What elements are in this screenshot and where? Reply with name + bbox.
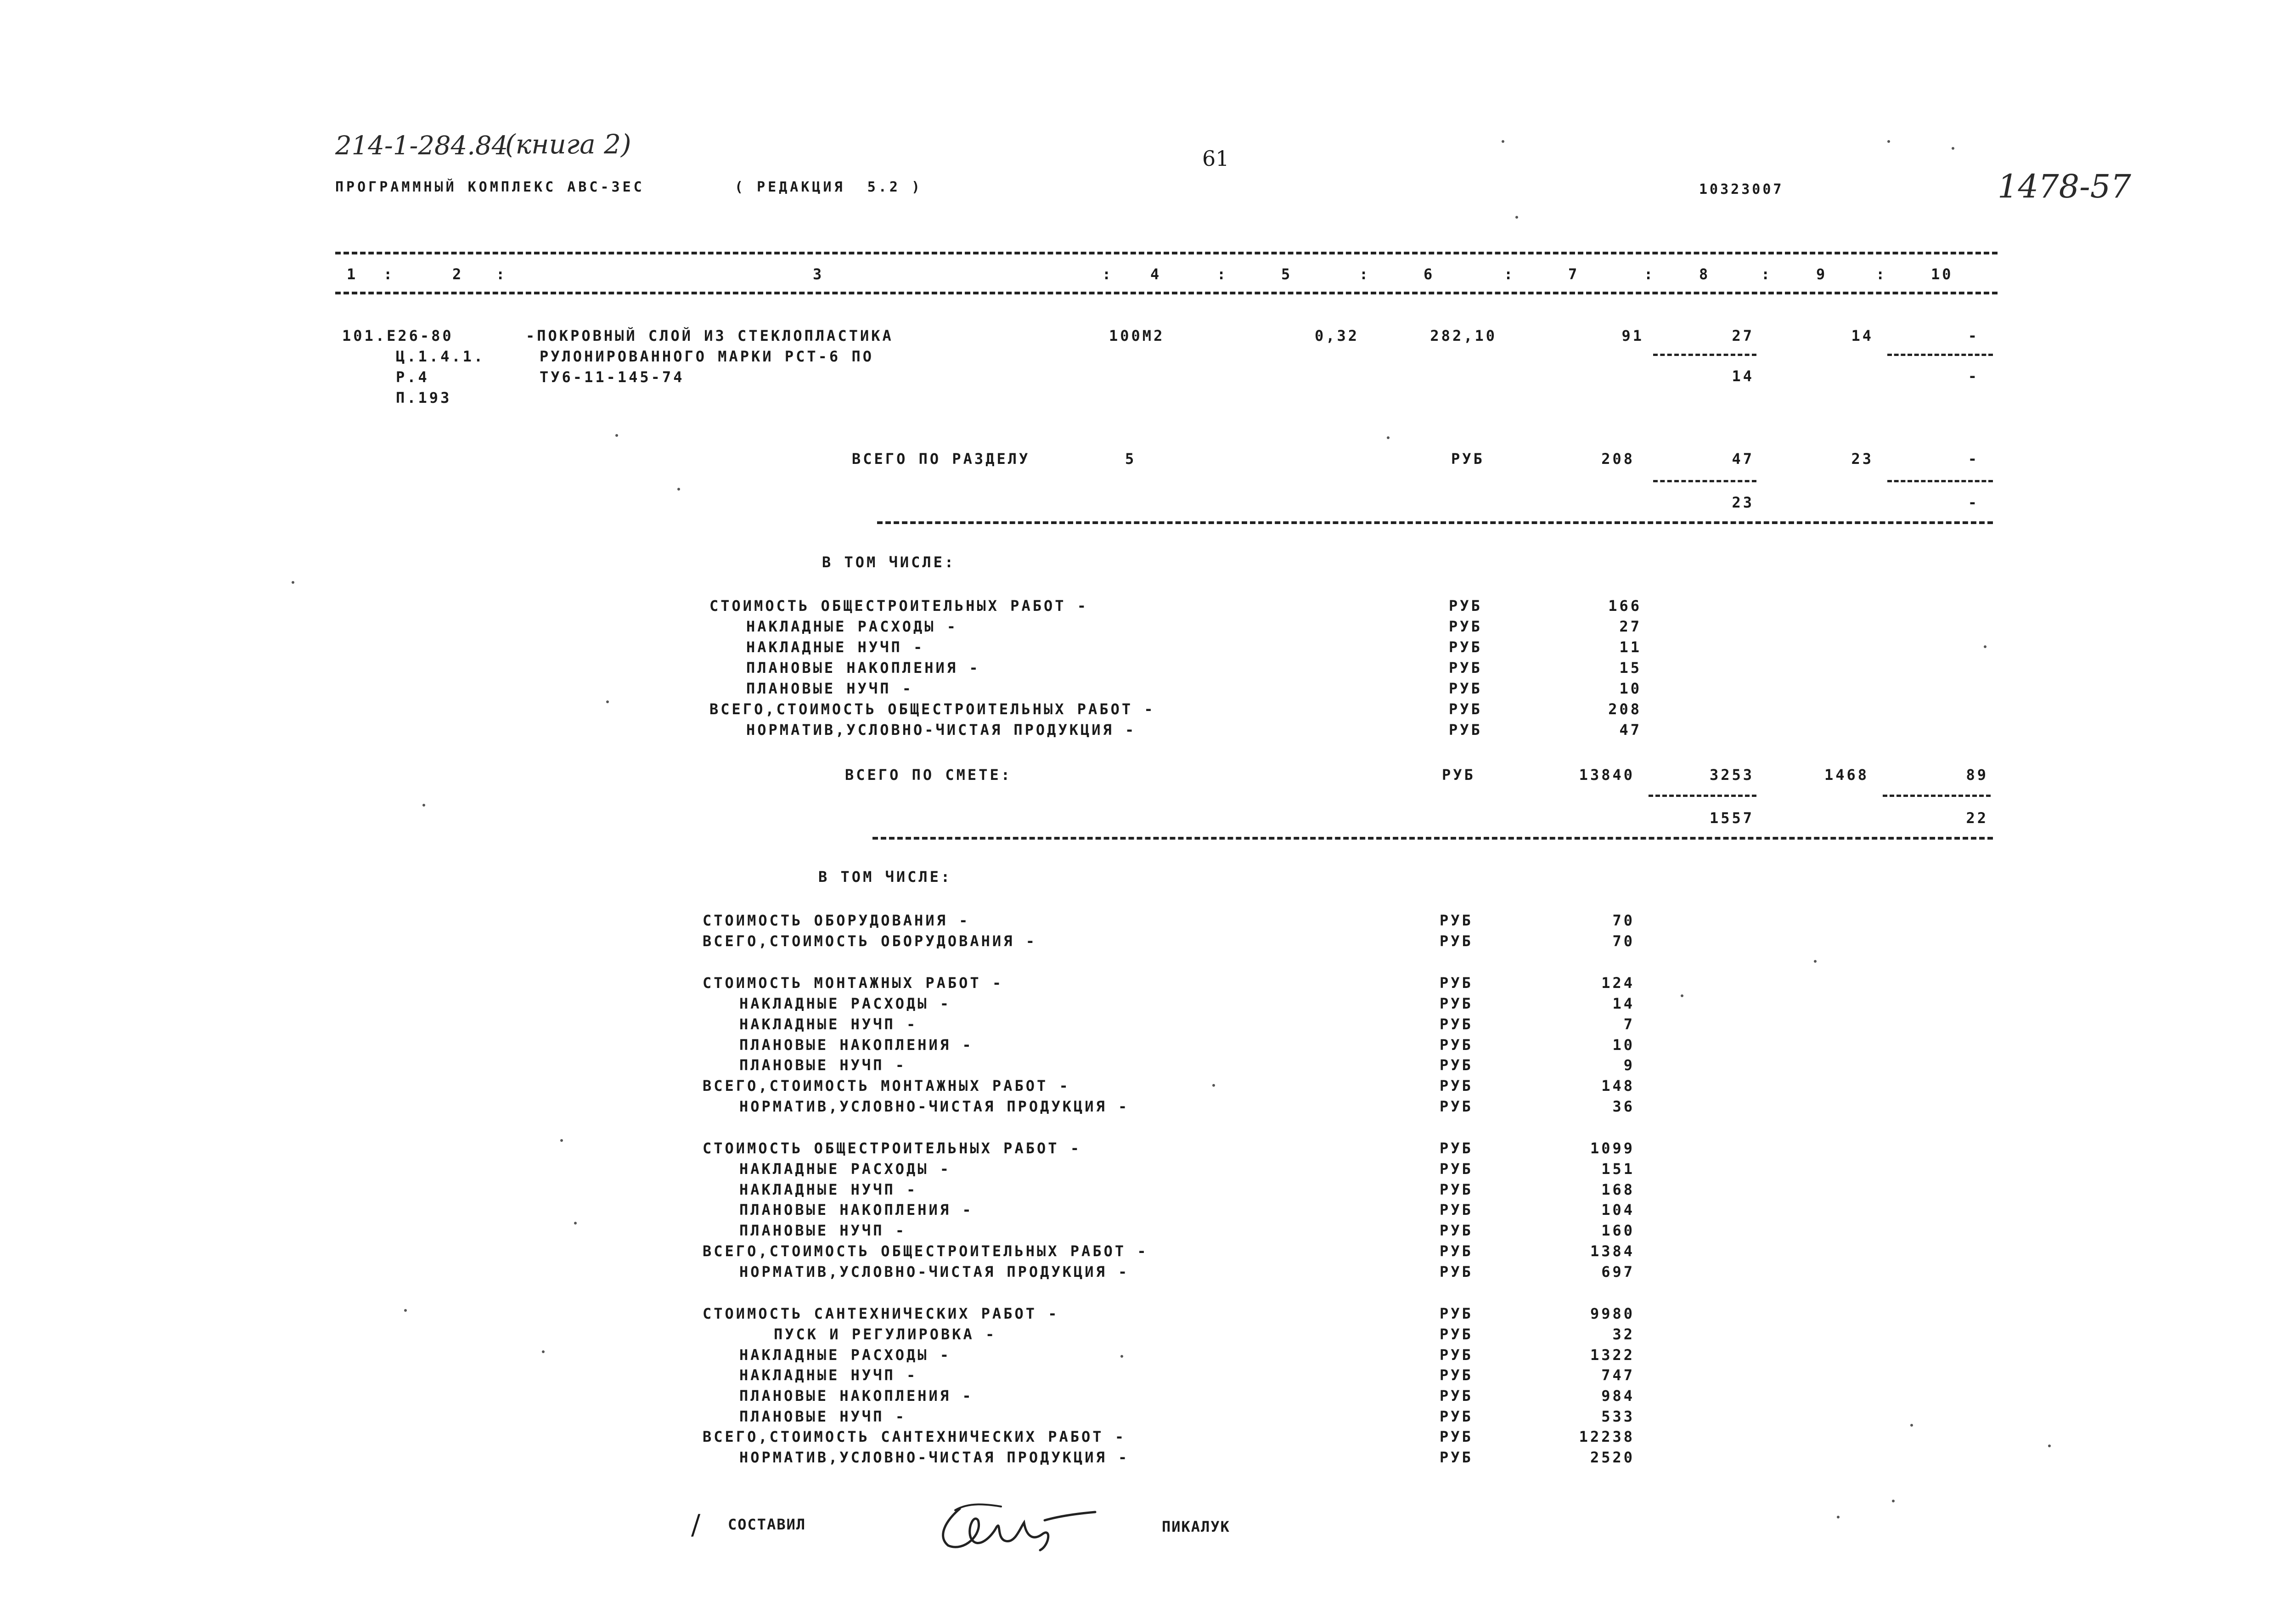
breakdown-value: 984 bbox=[1601, 1387, 1635, 1405]
item-c8-rule bbox=[1653, 354, 1756, 356]
breakdown-value: 9 bbox=[1623, 1056, 1635, 1074]
col-sep: : bbox=[1359, 265, 1371, 283]
breakdown-value: 168 bbox=[1601, 1180, 1635, 1198]
col-sep: : bbox=[1761, 265, 1773, 283]
col-3: 3 bbox=[813, 265, 824, 283]
breakdown-label: НОРМАТИВ,УСЛОВНО-ЧИСТАЯ ПРОДУКЦИЯ - bbox=[739, 1097, 1130, 1115]
col-sep: : bbox=[1217, 265, 1228, 283]
breakdown-label: НАКЛАДНЫЕ РАСХОДЫ - bbox=[739, 1346, 951, 1364]
breakdown-unit: РУБ bbox=[1440, 1180, 1473, 1198]
section-c8b: 23 bbox=[1732, 494, 1754, 511]
breakdown-unit: РУБ bbox=[1440, 932, 1473, 950]
item-qty: 0,32 bbox=[1314, 327, 1359, 344]
page-number: 61 bbox=[1202, 146, 1229, 171]
breakdown-unit: РУБ bbox=[1440, 1325, 1473, 1343]
breakdown-unit: РУБ bbox=[1440, 1407, 1473, 1425]
item-desc-3: ТУ6-11-145-74 bbox=[540, 368, 685, 386]
breakdown-value: 47 bbox=[1619, 721, 1642, 739]
breakdown-unit: РУБ bbox=[1440, 995, 1473, 1013]
breakdown-value: 124 bbox=[1601, 974, 1635, 992]
estimate-rule bbox=[872, 837, 1993, 840]
breakdown-unit: РУБ bbox=[1440, 1366, 1473, 1384]
col-sep: : bbox=[1876, 265, 1887, 283]
section-c8: 47 bbox=[1732, 450, 1754, 468]
breakdown-label: ВСЕГО,СТОИМОСТЬ ОБЩЕСТРОИТЕЛЬНЫХ РАБОТ - bbox=[709, 700, 1155, 718]
doc-code: 10323007 bbox=[1699, 181, 1784, 198]
breakdown-value: 2520 bbox=[1590, 1449, 1635, 1467]
item-code-4: П.193 bbox=[396, 389, 452, 406]
breakdown-value: 151 bbox=[1601, 1160, 1635, 1178]
col-4: 4 bbox=[1150, 265, 1162, 283]
breakdown-label: НАКЛАДНЫЕ НУЧП - bbox=[739, 1015, 918, 1033]
section-c10b: - bbox=[1968, 494, 1979, 511]
breakdown-value: 36 bbox=[1612, 1097, 1635, 1115]
col-sep: : bbox=[1102, 265, 1114, 283]
item-unit: 100М2 bbox=[1109, 327, 1165, 344]
breakdown-label: НАКЛАДНЫЕ НУЧП - bbox=[739, 1180, 918, 1198]
scan-speck bbox=[1952, 147, 1954, 150]
scan-speck bbox=[615, 434, 618, 437]
estimate-c9: 1468 bbox=[1824, 766, 1869, 784]
scan-speck bbox=[1120, 1355, 1123, 1358]
scan-speck bbox=[1892, 1500, 1895, 1502]
estimate-c8b: 1557 bbox=[1709, 809, 1754, 827]
scan-speck bbox=[404, 1309, 407, 1312]
breakdown-unit: РУБ bbox=[1449, 597, 1482, 615]
scan-speck bbox=[574, 1222, 577, 1225]
doc-reference: 214-1-284.84 bbox=[335, 131, 508, 161]
breakdown-unit: РУБ bbox=[1440, 1222, 1473, 1240]
breakdown-value: 12238 bbox=[1579, 1428, 1635, 1446]
scan-speck bbox=[1984, 645, 1986, 648]
section-rule bbox=[877, 521, 1993, 524]
col-7: 7 bbox=[1568, 265, 1580, 283]
breakdown-label: ПЛАНОВЫЕ НАКОПЛЕНИЯ - bbox=[739, 1036, 974, 1054]
breakdown-label: ВСЕГО,СТОИМОСТЬ ОБЩЕСТРОИТЕЛЬНЫХ РАБОТ - bbox=[703, 1242, 1148, 1260]
section-number: 5 bbox=[1125, 450, 1137, 468]
stamp-number: 1478-57 bbox=[1998, 168, 2131, 205]
col-2: 2 bbox=[452, 265, 464, 283]
breakdown-label: ПУСК И РЕГУЛИРОВКА - bbox=[774, 1325, 997, 1343]
estimate-c10b: 22 bbox=[1966, 809, 1988, 827]
col-9: 9 bbox=[1816, 265, 1828, 283]
composer-name: ПИКАЛУК bbox=[1162, 1518, 1230, 1535]
breakdown-unit: РУБ bbox=[1449, 618, 1482, 635]
breakdown-label: НОРМАТИВ,УСЛОВНО-ЧИСТАЯ ПРОДУКЦИЯ - bbox=[739, 1449, 1130, 1467]
item-code-1: 101.Е26-80 bbox=[342, 327, 454, 344]
breakdown-unit: РУБ bbox=[1440, 1428, 1473, 1446]
breakdown-label: ПЛАНОВЫЕ НАКОПЛЕНИЯ - bbox=[746, 659, 980, 677]
breakdown-unit: РУБ bbox=[1440, 1036, 1473, 1054]
breakdown-value: 1384 bbox=[1590, 1242, 1635, 1260]
item-c10-rule bbox=[1887, 354, 1993, 356]
col-sep: : bbox=[1644, 265, 1655, 283]
breakdown-unit: РУБ bbox=[1440, 1160, 1473, 1178]
scan-speck bbox=[1212, 1084, 1215, 1087]
breakdown-label: СТОИМОСТЬ ОБЩЕСТРОИТЕЛЬНЫХ РАБОТ - bbox=[709, 597, 1089, 615]
composed-label: СОСТАВИЛ bbox=[728, 1516, 806, 1533]
header-bottom-rule bbox=[335, 292, 1998, 294]
scan-speck bbox=[1814, 960, 1817, 963]
estimate-total-label: ВСЕГО ПО СМЕТЕ: bbox=[845, 766, 1012, 784]
breakdown-value: 148 bbox=[1601, 1077, 1635, 1095]
scan-speck bbox=[677, 488, 680, 491]
item-code-3: Р.4 bbox=[396, 368, 429, 386]
incl1-title: В ТОМ ЧИСЛЕ: bbox=[822, 553, 956, 571]
breakdown-label: ПЛАНОВЫЕ НУЧП - bbox=[746, 680, 913, 697]
breakdown-value: 70 bbox=[1612, 932, 1635, 950]
breakdown-label: СТОИМОСТЬ МОНТАЖНЫХ РАБОТ - bbox=[703, 974, 1004, 992]
edition-line: ( РЕДАКЦИЯ 5.2 ) bbox=[735, 179, 923, 195]
breakdown-unit: РУБ bbox=[1440, 1263, 1473, 1281]
breakdown-unit: РУБ bbox=[1440, 1056, 1473, 1074]
breakdown-label: НАКЛАДНЫЕ РАСХОДЫ - bbox=[739, 995, 951, 1013]
col-10: 10 bbox=[1931, 265, 1953, 283]
breakdown-value: 7 bbox=[1623, 1015, 1635, 1033]
breakdown-label: ПЛАНОВЫЕ НУЧП - bbox=[739, 1056, 906, 1074]
breakdown-value: 1099 bbox=[1590, 1140, 1635, 1157]
breakdown-label: СТОИМОСТЬ ОБОРУДОВАНИЯ - bbox=[703, 912, 970, 929]
breakdown-value: 32 bbox=[1612, 1325, 1635, 1343]
section-unit: РУБ bbox=[1451, 450, 1485, 468]
breakdown-label: НАКЛАДНЫЕ НУЧП - bbox=[746, 638, 925, 656]
col-8: 8 bbox=[1699, 265, 1711, 283]
breakdown-unit: РУБ bbox=[1440, 974, 1473, 992]
breakdown-unit: РУБ bbox=[1449, 659, 1482, 677]
breakdown-unit: РУБ bbox=[1440, 1201, 1473, 1219]
breakdown-label: ПЛАНОВЫЕ НАКОПЛЕНИЯ - bbox=[739, 1201, 974, 1219]
breakdown-label: СТОИМОСТЬ САНТЕХНИЧЕСКИХ РАБОТ - bbox=[703, 1305, 1059, 1323]
breakdown-label: ВСЕГО,СТОИМОСТЬ САНТЕХНИЧЕСКИХ РАБОТ - bbox=[703, 1428, 1126, 1446]
col-sep: : bbox=[1504, 265, 1515, 283]
col-5: 5 bbox=[1281, 265, 1293, 283]
section-c10: - bbox=[1968, 450, 1979, 468]
scan-speck bbox=[1910, 1424, 1913, 1427]
breakdown-unit: РУБ bbox=[1440, 1346, 1473, 1364]
estimate-c7: 13840 bbox=[1579, 766, 1635, 784]
incl2-title: В ТОМ ЧИСЛЕ: bbox=[818, 868, 952, 886]
breakdown-value: 9980 bbox=[1590, 1305, 1635, 1323]
breakdown-label: ПЛАНОВЫЕ НАКОПЛЕНИЯ - bbox=[739, 1387, 974, 1405]
breakdown-unit: РУБ bbox=[1440, 912, 1473, 929]
breakdown-value: 208 bbox=[1608, 700, 1642, 718]
breakdown-unit: РУБ bbox=[1440, 1242, 1473, 1260]
breakdown-value: 10 bbox=[1619, 680, 1642, 697]
breakdown-value: 533 bbox=[1601, 1407, 1635, 1425]
scan-speck bbox=[2048, 1445, 2051, 1447]
breakdown-value: 1322 bbox=[1590, 1346, 1635, 1364]
breakdown-unit: РУБ bbox=[1440, 1077, 1473, 1095]
scan-speck bbox=[606, 700, 609, 703]
col-sep: : bbox=[496, 265, 507, 283]
section-total-label: ВСЕГО ПО РАЗДЕЛУ bbox=[852, 450, 1030, 468]
breakdown-unit: РУБ bbox=[1449, 721, 1482, 739]
scan-speck bbox=[1515, 216, 1518, 219]
breakdown-unit: РУБ bbox=[1440, 1449, 1473, 1467]
breakdown-label: НОРМАТИВ,УСЛОВНО-ЧИСТАЯ ПРОДУКЦИЯ - bbox=[746, 721, 1137, 739]
breakdown-value: 15 bbox=[1619, 659, 1642, 677]
breakdown-value: 10 bbox=[1612, 1036, 1635, 1054]
estimate-c8-rule bbox=[1649, 795, 1756, 797]
breakdown-label: НАКЛАДНЫЕ РАСХОДЫ - bbox=[739, 1160, 951, 1178]
breakdown-label: ПЛАНОВЫЕ НУЧП - bbox=[739, 1222, 906, 1240]
item-code-2: Ц.1.4.1. bbox=[396, 348, 485, 365]
estimate-c10: 89 bbox=[1966, 766, 1988, 784]
scan-speck bbox=[1387, 436, 1390, 439]
scan-speck bbox=[1681, 994, 1683, 997]
breakdown-value: 697 bbox=[1601, 1263, 1635, 1281]
estimate-c10-rule bbox=[1883, 795, 1991, 797]
header-top-rule bbox=[335, 252, 1998, 254]
breakdown-unit: РУБ bbox=[1440, 1097, 1473, 1115]
scan-speck bbox=[422, 804, 425, 807]
breakdown-value: 11 bbox=[1619, 638, 1642, 656]
item-c8b: 14 bbox=[1732, 367, 1754, 385]
breakdown-label: ПЛАНОВЫЕ НУЧП - bbox=[739, 1407, 906, 1425]
breakdown-label: ВСЕГО,СТОИМОСТЬ ОБОРУДОВАНИЯ - bbox=[703, 932, 1037, 950]
scan-speck bbox=[1502, 140, 1504, 143]
breakdown-value: 160 bbox=[1601, 1222, 1635, 1240]
breakdown-unit: РУБ bbox=[1440, 1305, 1473, 1323]
breakdown-value: 14 bbox=[1612, 995, 1635, 1013]
breakdown-label: НАКЛАДНЫЕ РАСХОДЫ - bbox=[746, 618, 958, 635]
item-c9: 14 bbox=[1851, 327, 1874, 344]
breakdown-label: СТОИМОСТЬ ОБЩЕСТРОИТЕЛЬНЫХ РАБОТ - bbox=[703, 1140, 1082, 1157]
item-c10b: - bbox=[1968, 367, 1979, 385]
scan-speck bbox=[1887, 140, 1890, 143]
breakdown-label: НОРМАТИВ,УСЛОВНО-ЧИСТАЯ ПРОДУКЦИЯ - bbox=[739, 1263, 1130, 1281]
program-line: ПРОГРАММНЫЙ КОМПЛЕКС АВС-ЗЕС bbox=[335, 179, 645, 195]
breakdown-unit: РУБ bbox=[1440, 1140, 1473, 1157]
estimate-c8: 3253 bbox=[1709, 766, 1754, 784]
item-c10: - bbox=[1968, 327, 1979, 344]
item-desc-1: -ПОКРОВНЫЙ СЛОЙ ИЗ СТЕКЛОПЛАСТИКА bbox=[526, 327, 894, 344]
signature-icon bbox=[928, 1493, 1097, 1557]
breakdown-value: 104 bbox=[1601, 1201, 1635, 1219]
breakdown-unit: РУБ bbox=[1440, 1387, 1473, 1405]
item-price: 282,10 bbox=[1430, 327, 1497, 344]
breakdown-value: 27 bbox=[1619, 618, 1642, 635]
item-c8: 27 bbox=[1732, 327, 1754, 344]
breakdown-unit: РУБ bbox=[1449, 680, 1482, 697]
section-c7: 208 bbox=[1601, 450, 1635, 468]
col-6: 6 bbox=[1424, 265, 1435, 283]
breakdown-value: 747 bbox=[1601, 1366, 1635, 1384]
estimate-unit: РУБ bbox=[1442, 766, 1475, 784]
scan-speck bbox=[560, 1139, 563, 1142]
col-sep: : bbox=[383, 265, 395, 283]
scan-speck bbox=[292, 581, 294, 584]
section-c8-rule bbox=[1653, 480, 1756, 482]
slash-mark: / bbox=[691, 1509, 701, 1541]
col-1: 1 bbox=[347, 265, 358, 283]
breakdown-unit: РУБ bbox=[1449, 700, 1482, 718]
section-c9: 23 bbox=[1851, 450, 1874, 468]
item-c7: 91 bbox=[1621, 327, 1644, 344]
breakdown-value: 166 bbox=[1608, 597, 1642, 615]
section-c10-rule bbox=[1887, 480, 1993, 482]
breakdown-label: НАКЛАДНЫЕ НУЧП - bbox=[739, 1366, 918, 1384]
scan-speck bbox=[1837, 1516, 1840, 1518]
book-label: (книга 2) bbox=[505, 129, 631, 160]
scan-speck bbox=[542, 1350, 545, 1353]
breakdown-unit: РУБ bbox=[1449, 638, 1482, 656]
breakdown-unit: РУБ bbox=[1440, 1015, 1473, 1033]
item-desc-2: РУЛОНИРОВАННОГО МАРКИ РСТ-6 ПО bbox=[540, 348, 874, 365]
breakdown-value: 70 bbox=[1612, 912, 1635, 929]
breakdown-label: ВСЕГО,СТОИМОСТЬ МОНТАЖНЫХ РАБОТ - bbox=[703, 1077, 1070, 1095]
